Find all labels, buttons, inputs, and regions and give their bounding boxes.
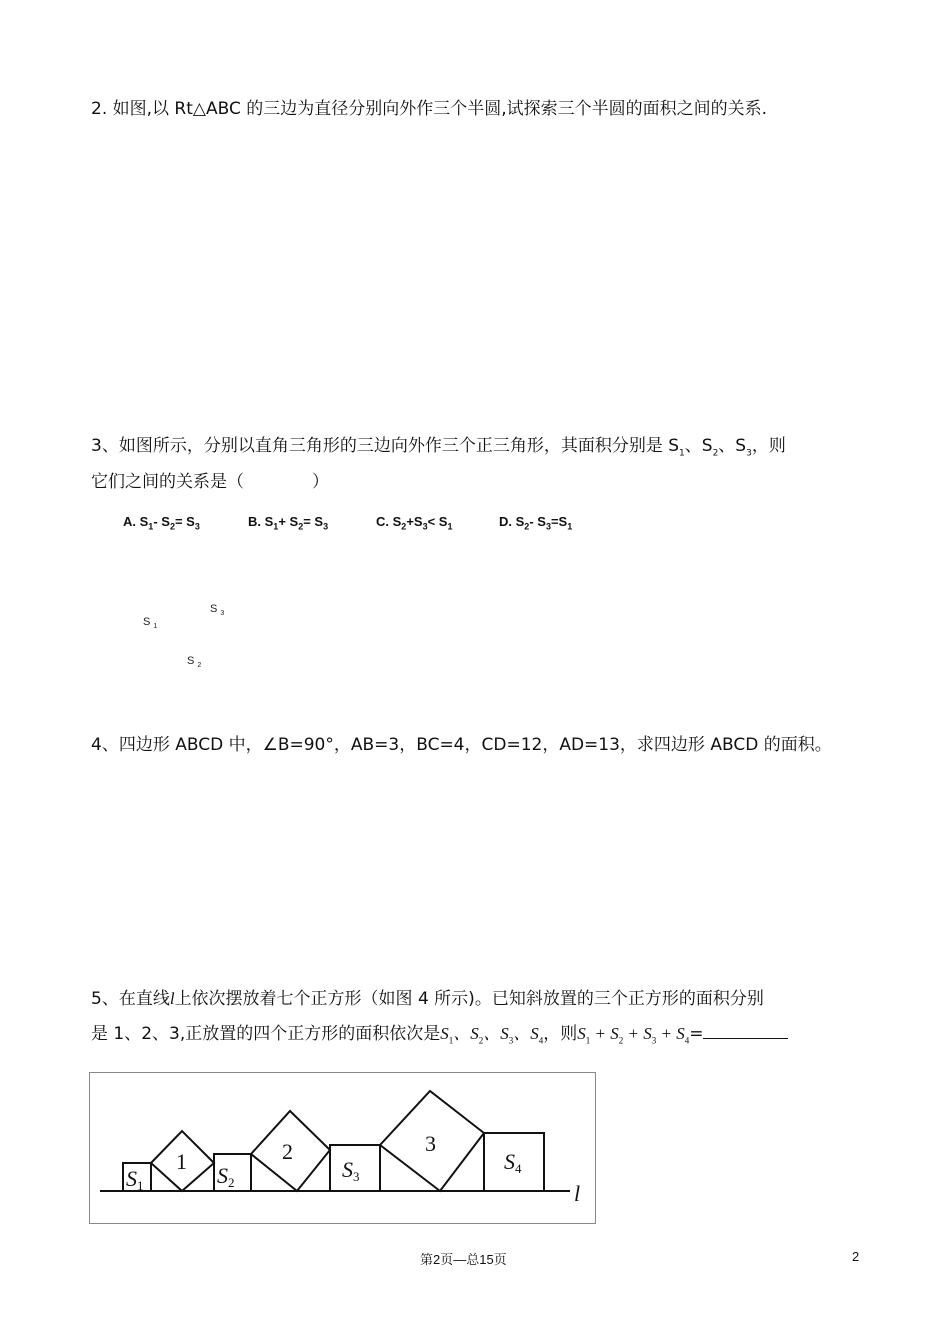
option-c: C. $S_2+S_3< S_1$: [376, 514, 453, 532]
s-sum: $S_1 + S_2 + S_3 + S_4$: [577, 1024, 690, 1046]
question-5-line-2: 是 1、2、3,正放置的四个正方形的面积依次是$S_1$、$S_2$、$S_3$、$S_4$，则$S_1 + S_2 + S_3 + S_4=$: [91, 1022, 788, 1052]
label-1: 1: [176, 1149, 187, 1174]
question-3-line-1: 3、如图所示，分别以直角三角形的三边向外作三个正三角形，其面积分别是 $S_1$、$S_2$、$S_3$，则: [91, 436, 786, 459]
s-list: $S_1$、$S_2$、$S_3$、$S_4$: [440, 1024, 544, 1046]
figure-label-s3: S $_3$: [210, 603, 225, 618]
square-s3: [330, 1145, 380, 1191]
label-2: 2: [282, 1139, 293, 1164]
label-s3: S3: [342, 1157, 360, 1184]
footer-page-info: 第2页—总15页: [420, 1252, 507, 1267]
figure-label-s2: S $_2$: [187, 655, 202, 670]
question-3-intro: 3、如图所示，分别以直角三角形的三边向外作三个正三角形，其面积分别是: [91, 436, 663, 456]
s1-term: $S_1$: [668, 436, 685, 459]
label-s1: S1: [126, 1166, 144, 1193]
question-2: 2. 如图,以 Rt△ABC 的三边为直径分别向外作三个半圆,试探索三个半圆的面积之间的关系.: [91, 99, 768, 119]
option-d: D. $S_2-$ $S_3=S_1$: [499, 514, 573, 532]
squares-figure: [89, 1072, 596, 1224]
footer-page-number: 2: [852, 1249, 860, 1264]
s2-term: $S_2$: [701, 436, 719, 459]
s3-term: $S_3$: [735, 436, 752, 459]
question-3-line-2: 它们之间的关系是（ ）: [91, 472, 329, 492]
figure-label-s1: S $_1$: [143, 616, 158, 631]
line-l-symbol: l: [169, 989, 175, 1008]
answer-blank[interactable]: [703, 1022, 788, 1039]
label-l: l: [574, 1181, 581, 1206]
question-5-line-1: 5、在直线l上依次摆放着七个正方形（如图 4 所示)。已知斜放置的三个正方形的面积分别: [91, 989, 764, 1009]
option-b: B. $S_1+ S_2= S_3$: [248, 514, 329, 532]
option-a: A. $S_1-$ $S_2= S_3$: [123, 514, 200, 532]
squares-diagram: [90, 1073, 595, 1223]
question-4: 4、四边形 ABCD 中，∠B=90°，AB=3，BC=4，CD=12，AD=13，求四边形 ABCD 的面积。: [91, 735, 832, 755]
label-s4: S4: [504, 1149, 522, 1176]
label-3: 3: [425, 1131, 436, 1156]
label-s2: S2: [217, 1163, 235, 1190]
